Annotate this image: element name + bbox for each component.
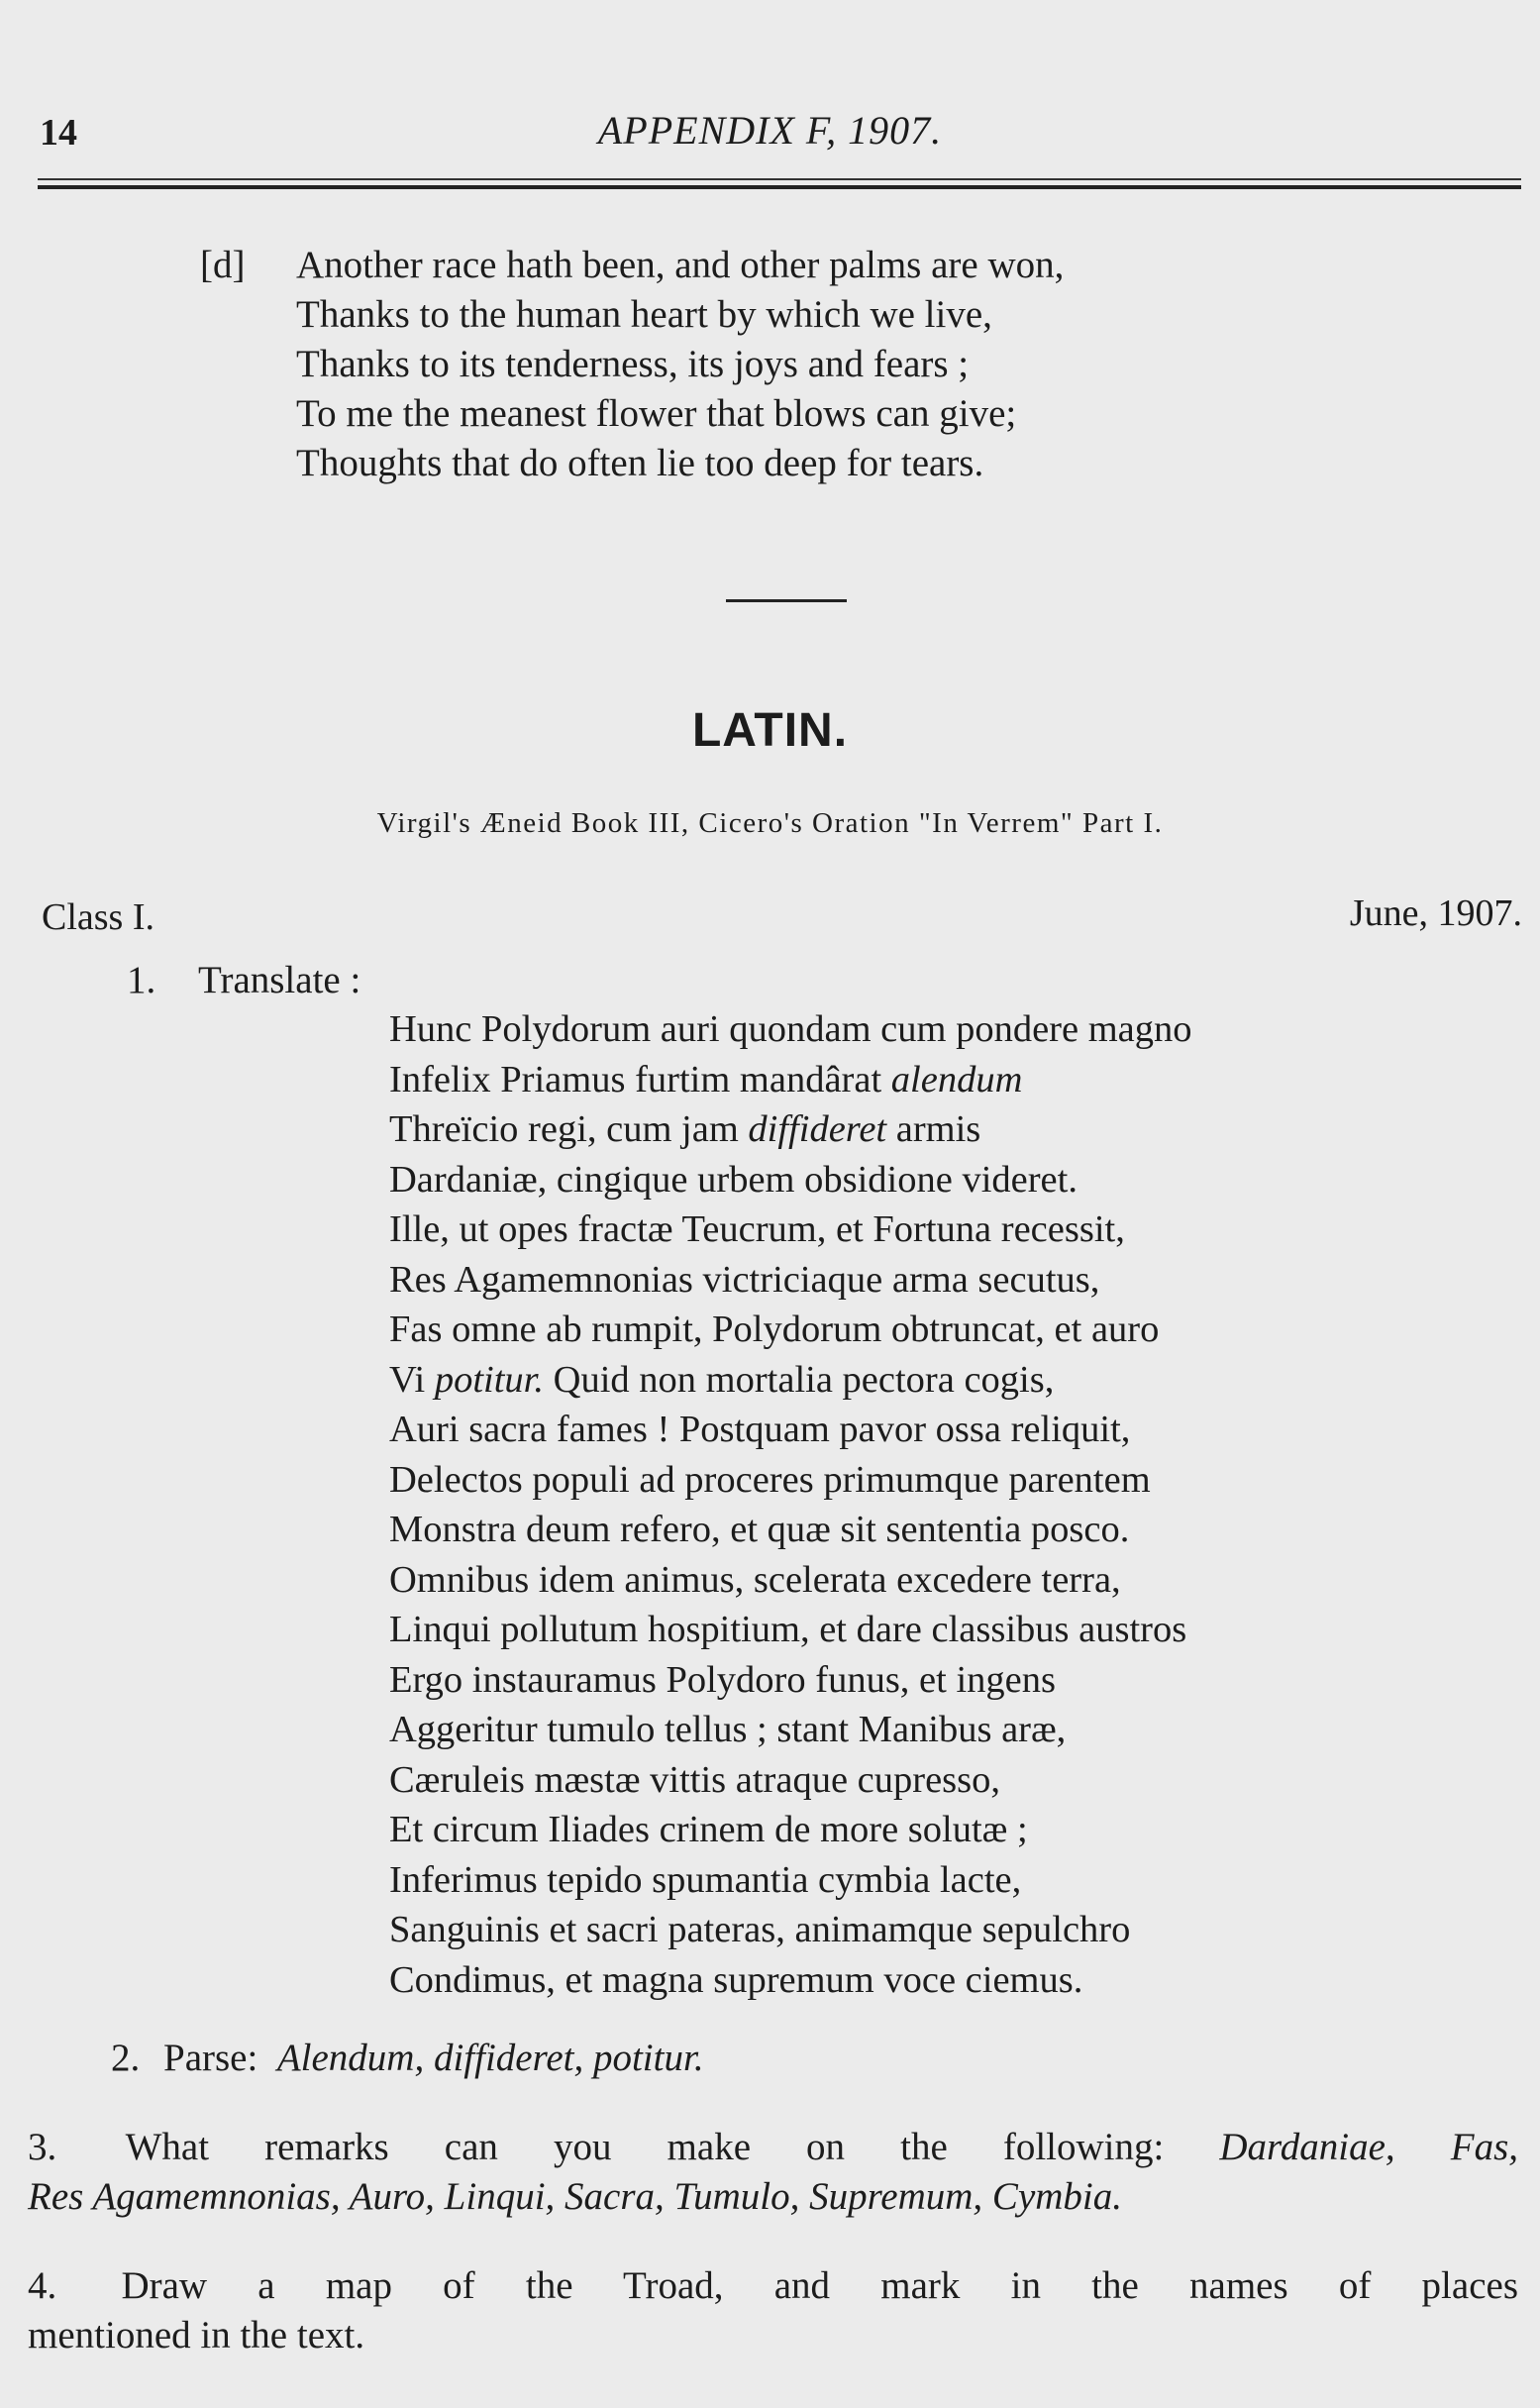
- running-header: APPENDIX F, 1907.: [597, 108, 943, 153]
- header-rule-thick: [38, 185, 1521, 189]
- question-number: 2.: [111, 2037, 141, 2079]
- verse-text: Threïcio regi, cum jam: [389, 1108, 749, 1150]
- verse-text: Inferimus tepido spumantia cymbia lacte,: [389, 1858, 1022, 1901]
- verse-line: [389, 1055, 1191, 1105]
- question-terms: Res Agamemnonias, Auro, Linqui, Sacra, Tumulo, Supremum, Cymbia.: [28, 2175, 1123, 2218]
- verse-text: Aggeritur tumulo tellus ; stant Manibus aræ,: [389, 1709, 1067, 1750]
- verse-line: [389, 1255, 1191, 1306]
- exam-date: June, 1907.: [1349, 892, 1522, 934]
- question-terms: Dardaniae, Fas,: [1219, 2126, 1518, 2168]
- verse-text: Hunc Polydorum auri quondam cum pondere magno: [389, 1008, 1192, 1050]
- verse-line: [389, 1655, 1191, 1706]
- verse-line: [389, 1405, 1191, 1455]
- verse-line: [389, 1455, 1191, 1506]
- verse-text: Condimus, et magna supremum voce ciemus.: [389, 1958, 1083, 2001]
- verse-line: [389, 1855, 1191, 1906]
- verse-italic-word: potitur.: [434, 1358, 545, 1401]
- verse-text: Sanguinis et sacri pateras, animamque sepulchro: [389, 1909, 1131, 1950]
- poem-line: Another race hath been, and other palms are won,: [296, 244, 1065, 286]
- verse-text: Ergo instauramus Polydoro funus, et ingens: [389, 1658, 1056, 1701]
- verse-line: [389, 1755, 1191, 1806]
- poem-line: Thoughts that do often lie too deep for tears.: [296, 442, 984, 484]
- verse-line: [389, 1955, 1191, 2006]
- header-rule-thin: [38, 178, 1521, 180]
- verse-text: Et circum Iliades crinem de more solutæ ;: [389, 1809, 1028, 1850]
- question-text: What remarks can you make on the following:: [125, 2126, 1165, 2168]
- question-line: [28, 2123, 1518, 2172]
- class-label: Class I.: [42, 896, 154, 938]
- poem-lines: [296, 241, 1064, 488]
- question-number: 4.: [28, 2264, 57, 2307]
- verse-text: Infelix Priamus furtim mandârat: [389, 1058, 891, 1100]
- question-text: Draw a map of the Troad, and mark in the names of places: [121, 2264, 1519, 2307]
- section-divider: [726, 599, 847, 602]
- verse-text: Quid non mortalia pectora cogis,: [544, 1358, 1055, 1401]
- verse-text: Cæruleis mæstæ vittis atraque cupresso,: [389, 1758, 1001, 1801]
- verse-line: [389, 1305, 1191, 1355]
- verse-line: [389, 1204, 1191, 1255]
- verse-line: [389, 1805, 1191, 1855]
- question-line: mentioned in the text.: [28, 2314, 365, 2356]
- verse-text: Auri sacra fames ! Postquam pavor ossa reliquit,: [389, 1409, 1131, 1450]
- section-heading: LATIN.: [691, 704, 849, 757]
- verse-text: Delectos populi ad proceres primumque parentem: [389, 1458, 1151, 1501]
- question-number: 3.: [28, 2126, 57, 2168]
- question-label: Parse:: [163, 2037, 258, 2079]
- verse-text: Fas omne ab rumpit, Polydorum obtruncat, et auro: [389, 1309, 1160, 1350]
- verse-text: Omnibus idem animus, scelerata excedere terra,: [389, 1558, 1121, 1601]
- section-subheading: Virgil's Æneid Book III, Cicero's Oration "In Verrem" Part I.: [376, 807, 1164, 839]
- verse-text: Dardaniæ, cingique urbem obsidione videret.: [389, 1158, 1078, 1201]
- question-2: [111, 2034, 704, 2083]
- page-number: 14: [40, 112, 77, 154]
- question-label: Translate :: [198, 959, 361, 1001]
- verse-line: [389, 1555, 1191, 1606]
- verse-line: [389, 1605, 1191, 1655]
- verse-line: [389, 1905, 1191, 1955]
- verse-text: Vi: [389, 1358, 435, 1401]
- verse-line: [389, 1155, 1191, 1205]
- poem-line: Thanks to the human heart by which we live,: [296, 293, 992, 336]
- verse-text: Res Agamemnonias victriciaque arma secutus,: [389, 1258, 1100, 1301]
- question-line: [28, 2172, 1518, 2222]
- verse-text: armis: [886, 1108, 981, 1150]
- verse-line: [389, 1004, 1191, 1055]
- question-number: 1.: [127, 959, 156, 1001]
- verse-line: [389, 1705, 1191, 1755]
- verse-text: Linqui pollutum hospitium, et dare classibus austros: [389, 1609, 1187, 1650]
- verse-text: Ille, ut opes fractæ Teucrum, et Fortuna recessit,: [389, 1208, 1125, 1250]
- poem-line: To me the meanest flower that blows can give;: [296, 392, 1017, 435]
- question-3: [28, 2123, 1518, 2222]
- verse-line: [389, 1104, 1191, 1155]
- verse-italic-word: alendum: [890, 1058, 1023, 1100]
- question-4: [28, 2261, 1518, 2360]
- question-line: [28, 2261, 1518, 2311]
- verse-line: [389, 1355, 1191, 1406]
- verse-line: [389, 1505, 1191, 1555]
- verse-italic-word: diffideret: [748, 1108, 887, 1150]
- parse-words: Alendum, diffideret, potitur.: [276, 2037, 704, 2079]
- poem-marker: [d]: [200, 244, 246, 286]
- question-1: [127, 958, 360, 1002]
- verse-text: Monstra deum refero, et quæ sit sententia posco.: [389, 1509, 1130, 1550]
- latin-verse: [389, 1004, 1191, 2005]
- poem-line: Thanks to its tenderness, its joys and fears ;: [296, 343, 970, 385]
